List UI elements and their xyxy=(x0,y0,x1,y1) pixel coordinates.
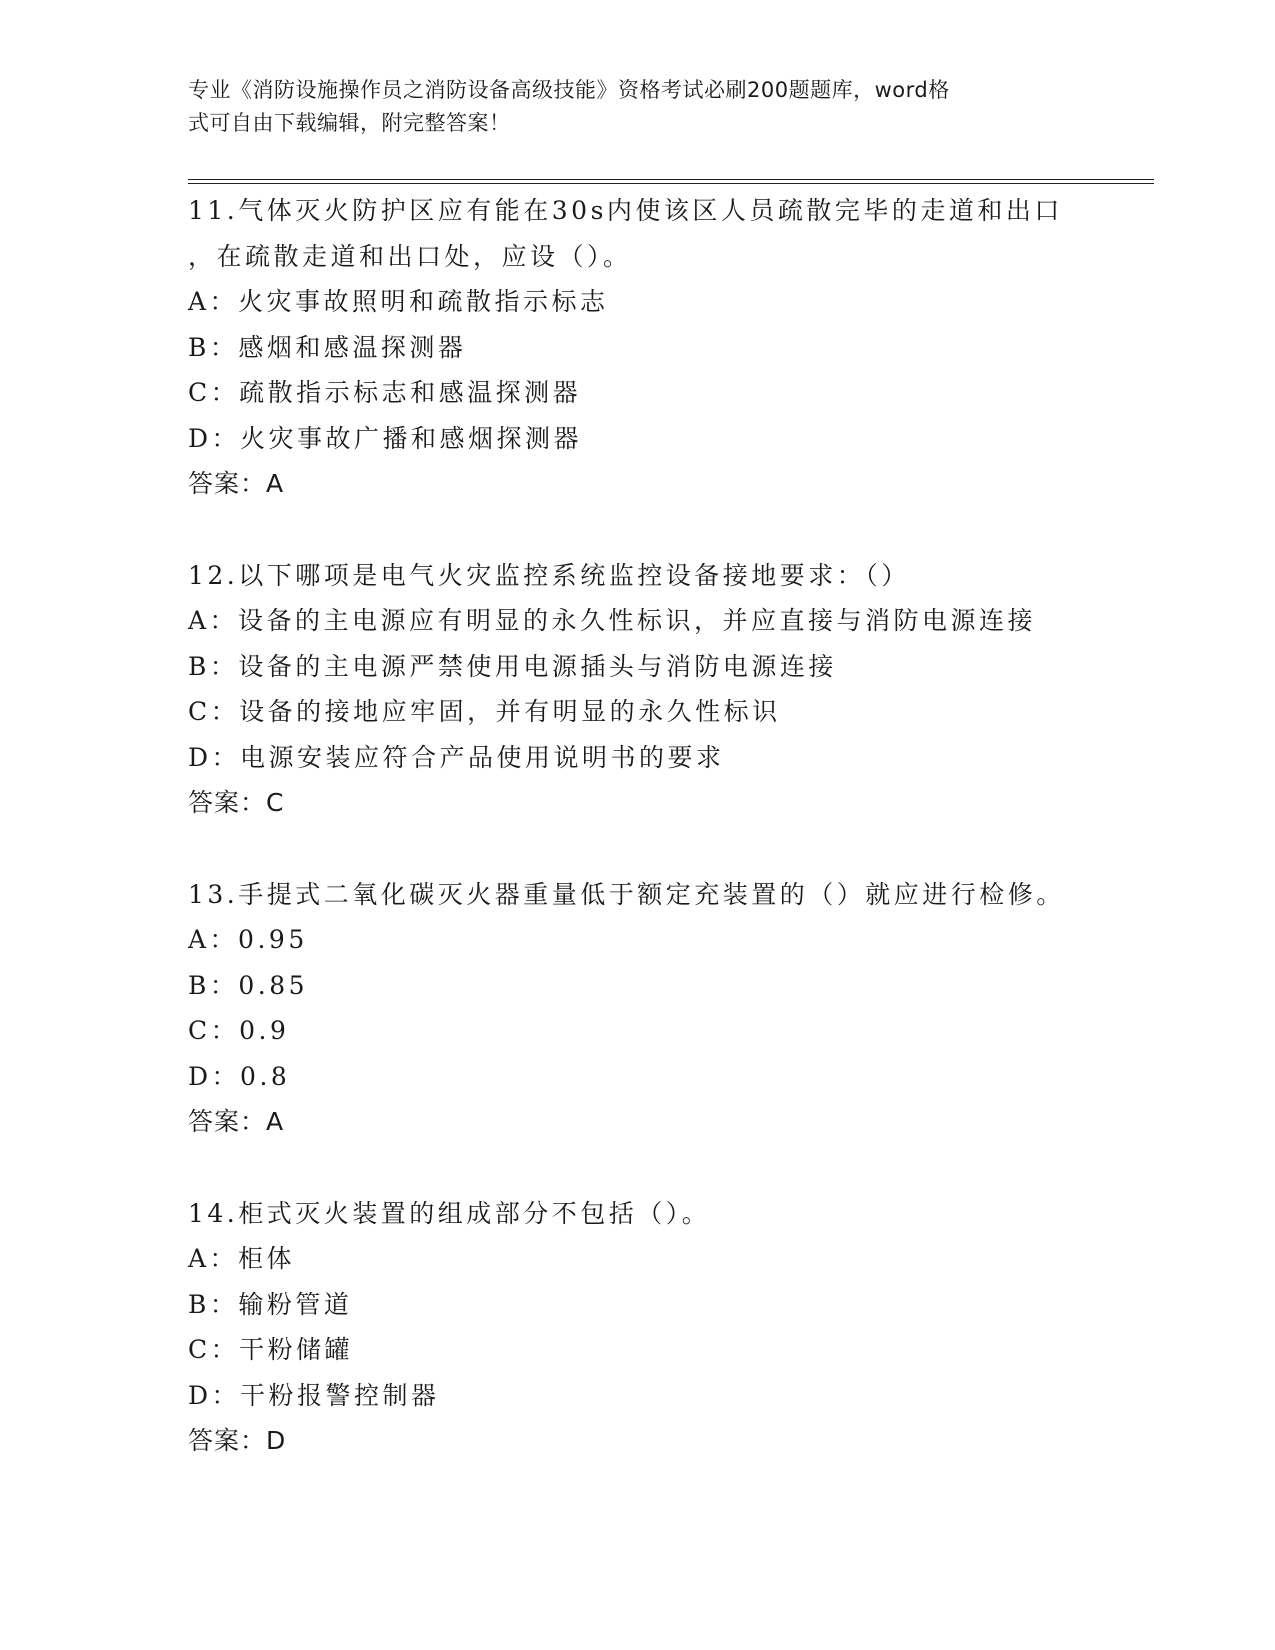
answer: 答案：A xyxy=(188,469,285,498)
option-a: A：0.95 xyxy=(188,925,308,954)
question-stem-continued: ，在疏散走道和出口处，应设（）。 xyxy=(188,241,632,271)
option-d: D：火灾事故广播和感烟探测器 xyxy=(188,423,583,453)
option-c: C：设备的接地应牢固，并有明显的永久性标识 xyxy=(188,697,781,726)
option-b: B：感烟和感温探测器 xyxy=(188,332,467,362)
option-d: D：0.8 xyxy=(188,1061,291,1091)
option-a: A：柜体 xyxy=(188,1244,296,1273)
question-stem: 12.以下哪项是电气火灾监控系统监控设备接地要求：（） xyxy=(188,560,910,590)
option-b: B：设备的主电源严禁使用电源插头与消防电源连接 xyxy=(188,651,837,681)
option-c: C：干粉储罐 xyxy=(188,1335,354,1364)
answer: 答案：D xyxy=(188,1426,287,1455)
option-d: D：电源安装应符合产品使用说明书的要求 xyxy=(188,742,725,772)
question-stem: 11.气体灭火防护区应有能在30s内使该区人员疏散完毕的走道和出口 xyxy=(188,196,1063,225)
question-list xyxy=(188,188,1148,1510)
question-14 xyxy=(188,1191,1148,1464)
option-b: B：输粉管道 xyxy=(188,1289,353,1319)
question-stem: 13.手提式二氧化碳灭火器重量低于额定充装置的（）就应进行检修。 xyxy=(188,879,1065,909)
answer: 答案：C xyxy=(188,788,285,817)
document-intro: 专业《消防设施操作员之消防设备高级技能》资格考试必刷200题题库，word格 式可自由下载编辑，附完整答案！ xyxy=(188,78,950,135)
question-12 xyxy=(188,553,1148,826)
header-divider-top xyxy=(188,179,1154,180)
option-c: C：0.9 xyxy=(188,1016,290,1045)
option-a: A：火灾事故照明和疏散指示标志 xyxy=(188,287,609,316)
question-11 xyxy=(188,188,1148,507)
option-d: D：干粉报警控制器 xyxy=(188,1380,440,1410)
option-a: A：设备的主电源应有明显的永久性标识，并应直接与消防电源连接 xyxy=(188,606,1037,635)
option-b: B：0.85 xyxy=(188,970,309,1000)
option-c: C：疏散指示标志和感温探测器 xyxy=(188,378,582,407)
header-divider-bottom xyxy=(188,183,1154,184)
answer: 答案：A xyxy=(188,1107,285,1136)
question-13 xyxy=(188,872,1148,1145)
question-stem: 14.柜式灭火装置的组成部分不包括（）。 xyxy=(188,1198,711,1228)
